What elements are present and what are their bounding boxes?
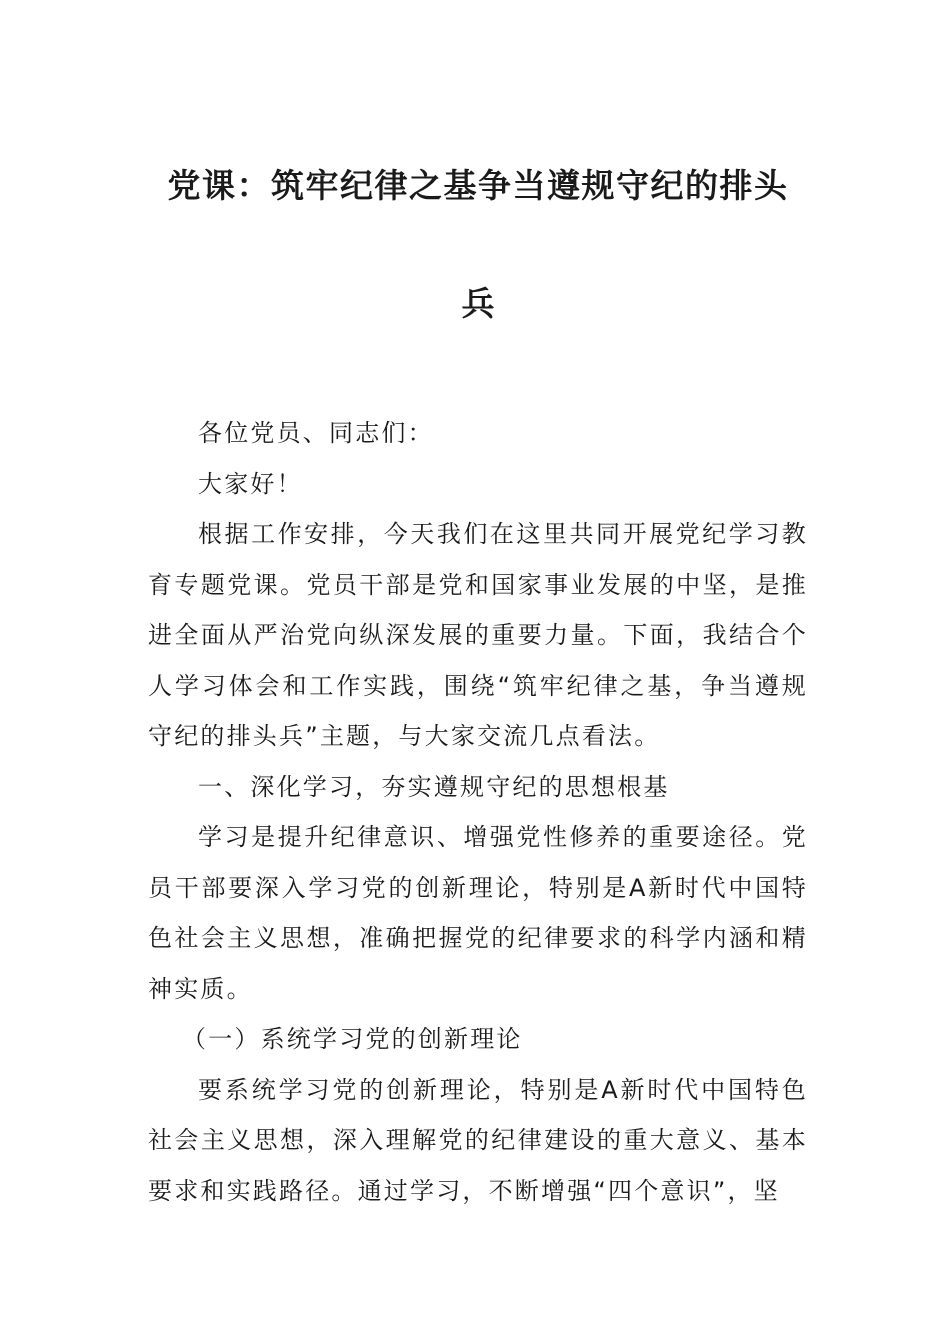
document-body xyxy=(148,408,808,1216)
section-heading-1: 一、深化学习，夯实遵规守纪的思想根基 xyxy=(198,772,670,801)
document-title-line-2: 兵 xyxy=(461,284,495,323)
subsection-heading-1: （一）系统学习党的创新理论 xyxy=(182,1025,523,1053)
greeting: 大家好！ xyxy=(198,469,303,498)
intro-paragraph: 根据工作安排，今天我们在这里共同开展党纪学习教育专题党课。党员干部是党和国家事业发展的中坚，是推进全面从严治党向纵深发展的重要力量。下面，我结合个人学习体会和工作实践，围绕“筑牢纪律之基，争当遵规守纪的排头兵”主题，与大家交流几点看法。 xyxy=(148,520,808,750)
salutation: 各位党员、同志们： xyxy=(198,419,434,447)
body-paragraph: 要系统学习党的创新理论，特别是A新时代中国特色社会主义思想，深入理解党的纪律建设的重大意义、基本要求和实践路径。通过学习，不断增强“四个意识”，坚 xyxy=(148,1075,808,1205)
document-title-line-1: 党课：筑牢纪律之基争当遵规守纪的排头 xyxy=(167,166,789,205)
body-paragraph: 学习是提升纪律意识、增强党性修养的重要途径。党员干部要深入学习党的创新理论，特别是A新时代中国特色社会主义思想，准确把握党的纪律要求的科学内涵和精神实质。 xyxy=(148,823,808,1003)
